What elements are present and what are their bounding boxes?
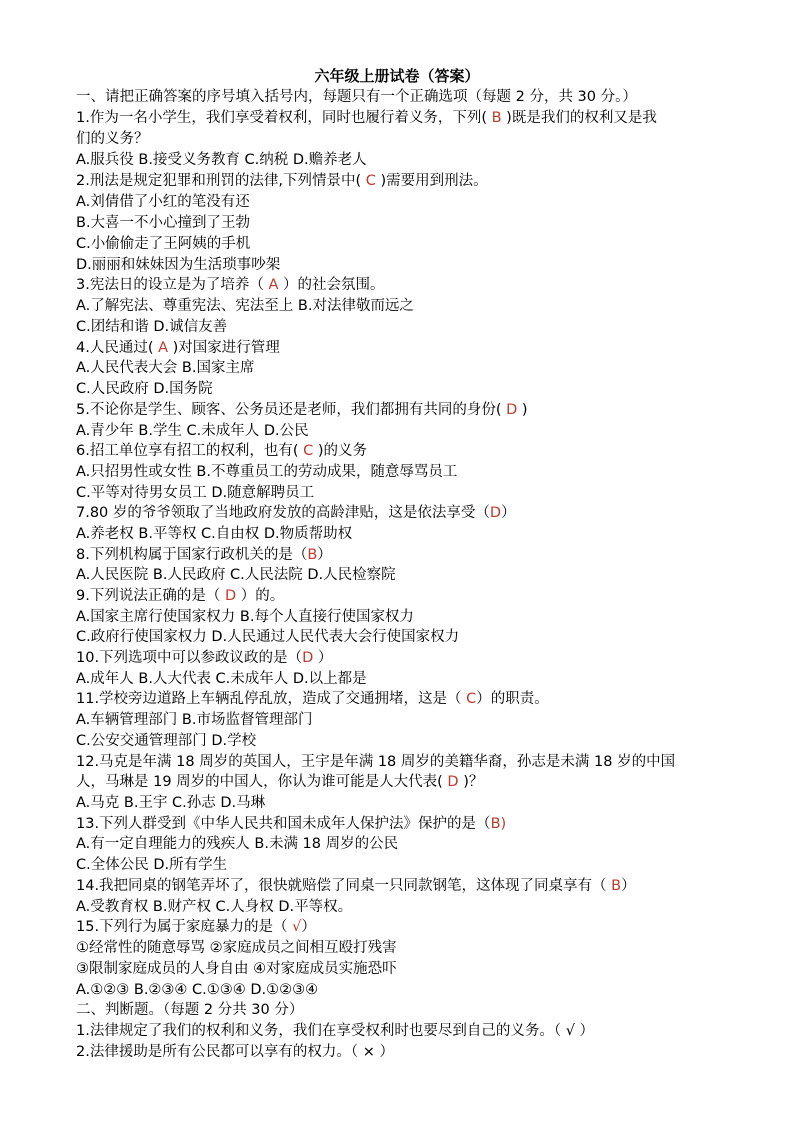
question-2-option: D.丽丽和妹妹因为生活琐事吵架 xyxy=(76,257,281,273)
question-4-option: A.人民代表大会 B.国家主席 xyxy=(76,360,255,376)
question-14: 14.我把同桌的钢笔弄坏了，很快就赔偿了同桌一只同款钢笔，这体现了同桌享有（ B） xyxy=(76,878,636,894)
answer-2: C xyxy=(361,173,381,189)
answer-4: A xyxy=(153,340,173,356)
answer-3: A xyxy=(263,277,283,293)
question-9-option: C.政府行使国家权力 D.人民通过人民代表大会行使国家权力 xyxy=(76,629,460,645)
answer-6: C xyxy=(298,443,318,459)
answer-14: B xyxy=(611,878,622,894)
question-2-option: C.小偷偷走了王阿姨的手机 xyxy=(76,236,251,252)
answer-5: D xyxy=(501,402,522,418)
question-2-option: B.大喜一不小心撞到了王勃 xyxy=(76,215,251,231)
judgement-2: 2.法律援助是所有公民都可以享有的权力。（ × ） xyxy=(76,1044,394,1060)
question-5: 5.不论你是学生、顾客、公务员还是老师，我们都拥有共同的身份( D ) xyxy=(76,402,528,418)
question-11-option: A.车辆管理部门 B.市场监督管理部门 xyxy=(76,712,313,728)
question-15-item: ①经常性的随意辱骂 ②家庭成员之间相互殴打残害 xyxy=(76,940,397,956)
question-4: 4.人民通过( A )对国家进行管理 xyxy=(76,340,280,356)
answer-8: B xyxy=(307,547,318,563)
question-12: 12.马克是年满 18 周岁的英国人，王宇是年满 18 周岁的美籍华裔，孙志是未满 18 岁的中国 xyxy=(76,754,676,770)
question-11-option: C.公安交通管理部门 D.学校 xyxy=(76,733,257,749)
question-1-options: A.服兵役 B.接受义务教育 C.纳税 D.赡养老人 xyxy=(76,152,367,168)
question-3-option: A.了解宪法、尊重宪法、宪法至上 B.对法律敬而远之 xyxy=(76,298,414,314)
answer-9: D xyxy=(220,588,241,604)
question-15: 15.下列行为属于家庭暴力的是（ √） xyxy=(76,919,316,935)
question-15-item: ③限制家庭成员的人身自由 ④对家庭成员实施恐吓 xyxy=(76,961,397,977)
question-9-option: A.国家主席行使国家权力 B.每个人直接行使国家权力 xyxy=(76,609,414,625)
answer-11: C xyxy=(466,691,477,707)
question-1-cont: 们的义务？ xyxy=(76,131,149,147)
section2-heading: 二、判断题。（每题 2 分共 30 分） xyxy=(76,1002,304,1018)
question-14-options: A.受教育权 B.财产权 C.人身权 D.平等权。 xyxy=(76,899,353,915)
question-3: 3.宪法日的设立是为了培养（ A ）的社会氛围。 xyxy=(76,277,385,293)
page-title: 六年级上册试卷（答案） xyxy=(314,67,480,85)
section1-heading: 一、请把正确答案的序号填入括号内，每题只有一个正确选项（每题 2 分，共 30 分。） xyxy=(76,89,637,105)
answer-15: √ xyxy=(287,919,302,935)
question-6-option: C.平等对待男女员工 D.随意解聘员工 xyxy=(76,485,315,501)
question-6-option: A.只招男性或女性 B.不尊重员工的劳动成果，随意辱骂员工 xyxy=(76,464,458,480)
answer-13: B) xyxy=(490,816,507,832)
question-9: 9.下列说法正确的是（ D ）的。 xyxy=(76,588,285,604)
answer-1: B xyxy=(487,110,507,126)
answer-12: D xyxy=(442,774,464,790)
question-13-option: A.有一定自理能力的残疾人 B.未满 18 周岁的公民 xyxy=(76,836,399,852)
question-3-option: C.团结和谐 D.诚信友善 xyxy=(76,319,228,335)
question-10: 10.下列选项中可以参政议政的是（D ） xyxy=(76,650,333,666)
question-12-options: A.马克 B.王宇 C.孙志 D.马琳 xyxy=(76,795,266,811)
question-13: 13.下列人群受到《中华人民共和国未成年人保护法》保护的是（B) xyxy=(76,816,507,832)
question-2-option: A.刘倩借了小红的笔没有还 xyxy=(76,194,250,210)
question-11: 11.学校旁边道路上车辆乱停乱放，造成了交通拥堵，这是（ C）的职责。 xyxy=(76,691,549,707)
question-12-cont: 人，马琳是 19 周岁的中国人，你认为谁可能是人大代表( D )？ xyxy=(76,774,484,790)
question-15-options: A.①②③ B.②③④ C.①③④ D.①②③④ xyxy=(76,982,319,998)
question-7: 7.80 岁的爷爷领取了当地政府发放的高龄津贴，这是依法享受（D） xyxy=(76,505,516,521)
question-8-options: A.人民医院 B.人民政府 C.人民法院 D.人民检察院 xyxy=(76,567,396,583)
question-4-option: C.人民政府 D.国务院 xyxy=(76,381,213,397)
question-8: 8.下列机构属于国家行政机关的是（B） xyxy=(76,547,332,563)
question-5-options: A.青少年 B.学生 C.未成年人 D.公民 xyxy=(76,423,309,439)
question-13-option: C.全体公民 D.所有学生 xyxy=(76,857,228,873)
answer-7: D xyxy=(489,505,502,521)
question-6: 6.招工单位享有招工的权利，也有( C )的义务 xyxy=(76,443,368,459)
answer-10: D xyxy=(302,650,314,666)
question-7-options: A.养老权 B.平等权 C.自由权 D.物质帮助权 xyxy=(76,526,353,542)
question-2: 2.刑法是规定犯罪和刑罚的法律,下列情景中( C )需要用到刑法。 xyxy=(76,173,488,189)
question-1: 1.作为一名小学生，我们享受着权利，同时也履行着义务，下列( B )既是我们的权利又是我 xyxy=(76,110,657,126)
question-10-options: A.成年人 B.人大代表 C.未成年人 D.以上都是 xyxy=(76,671,367,687)
judgement-1: 1.法律规定了我们的权利和义务，我们在享受权利时也要尽到自己的义务。（ √ ） xyxy=(76,1023,595,1039)
